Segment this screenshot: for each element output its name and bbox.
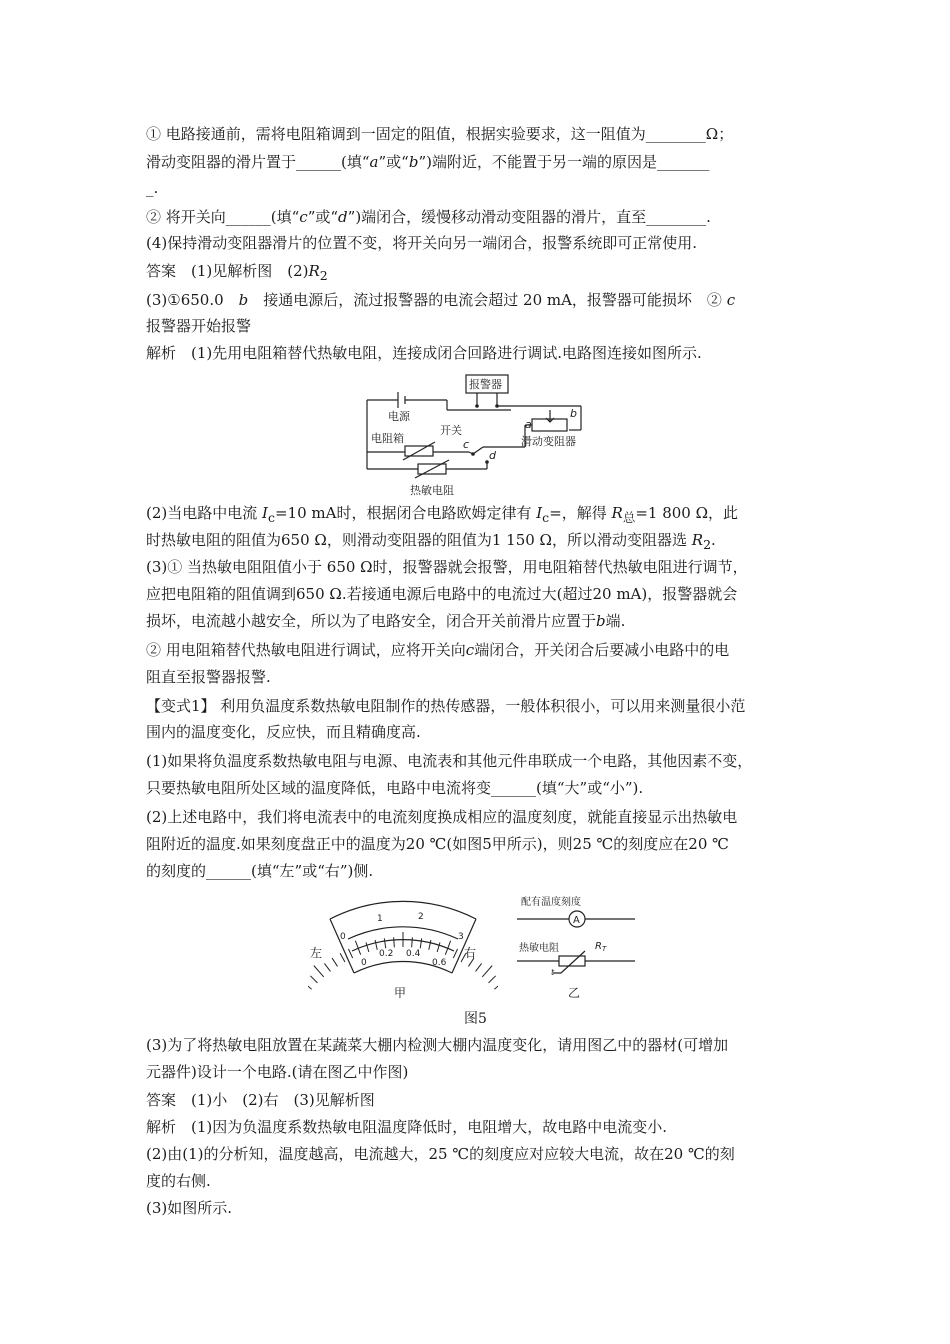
dial-tick (332, 958, 337, 966)
dial-tick (420, 938, 421, 948)
outer-tick-3: 3 (458, 932, 464, 942)
dial-tick (429, 940, 431, 950)
dial-tick (384, 938, 385, 948)
text-line: 的刻度的______(填“左”或“右”)侧. (146, 862, 374, 880)
thermistor-circuit-figure (513, 893, 643, 1005)
dial-tick (340, 953, 345, 962)
rheostat-label: 滑动变阻器 (521, 435, 576, 448)
rt-body (559, 956, 585, 966)
analysis-line: (3)如图所示. (146, 1199, 233, 1217)
terminal-a: a (525, 418, 532, 431)
dial-tick (375, 940, 377, 950)
analysis-line: 损坏，电流越小越安全，所以为了电路安全，闭合开关前滑片应置于b端. (146, 612, 626, 630)
inner-tick-2: 0.4 (406, 949, 421, 959)
answer-line: (3)①650.0 b 接通电源后，流过报警器的电流会超过 20 mA，报警器可能损坏 ② c (146, 291, 736, 309)
circuit-diagram (355, 372, 600, 500)
dial-tick (310, 976, 317, 983)
yi-label: 乙 (568, 986, 581, 1000)
text-line: ② 将开关向______(填“c”或“d”)端闭合，缓慢移动滑动变阻器的滑片，直至________. (146, 208, 711, 226)
terminal-b: b (570, 407, 577, 420)
dial-tick (366, 942, 369, 952)
text-line: ① 电路接通前，需将电阻箱调到一固定的阻值，根据实验要求，这一阻值为________Ω； (146, 125, 734, 143)
text-line: 围内的温度变化，反应快，而且精确度高. (146, 723, 421, 741)
answer-line: 答案 (1)见解析图 $(2)R_2$ (146, 262, 328, 283)
text-line: (4)保持滑动变阻器滑片的位置不变，将开关向另一端闭合，报警系统即可正常使用. (146, 234, 698, 252)
dial-tick (314, 966, 324, 977)
outer-tick-0: 0 (340, 932, 346, 942)
text-line: _. (146, 179, 159, 197)
outer-tick-1: 1 (377, 914, 383, 924)
analysis-line: (3)① 当热敏电阻阻值小于 650 Ω时，报警器就会报警，用电阻箱替代热敏电阻进行调节， (146, 558, 748, 576)
inner-tick-1: 0.2 (379, 949, 394, 959)
thermistor-label: 热敏电阻 (519, 943, 559, 954)
answer-line: 答案 (1)小 (2)右 (3)见解析图 (146, 1091, 375, 1109)
analysis-line: 解析 (1)因为负温度系数热敏电阻温度降低时，电阻增大，故电路中电流变小. (146, 1118, 668, 1136)
analysis-line: 应把电阻箱的阻值调到650 Ω.若接通电源后电路中的电流过大(超过20 mA)，报警器就会 (146, 585, 738, 603)
power-label: 电源 (388, 410, 410, 423)
figure-caption: 图5 (464, 1011, 487, 1027)
inner-tick-3: 0.6 (432, 958, 447, 968)
analysis-line: (2)由(1)的分析知，温度越高，电流越大，25 ℃的刻度应对应较大电流，故在20 ℃的刻 (146, 1145, 735, 1163)
inner-tick-0: 0 (361, 958, 367, 968)
dial-tick (324, 963, 330, 971)
alarm-label: 报警器 (469, 378, 502, 391)
analysis-line: 度的右侧. (146, 1172, 211, 1190)
text-line: 元器件)设计一个电路.(请在图乙中作图) (146, 1063, 409, 1081)
dial-tick (308, 983, 312, 989)
dial-tick (482, 966, 492, 977)
analysis-line: 阻直至报警器报警. (146, 668, 271, 686)
ammeter-symbol: A (573, 915, 580, 926)
text-line: (1)如果将负温度系数热敏电阻与电源、电流表和其他元件串联成一个电路，其他因素不变， (146, 752, 753, 770)
dial-outer-arc (330, 901, 476, 919)
resistance-box-label: 电阻箱 (371, 432, 404, 445)
terminal-d: d (489, 449, 496, 462)
dial-tick (437, 942, 440, 952)
analysis-line: (2)当电路中电流 $I_c=10$ mA时，根据闭合电路欧姆定律有 $I_c=$，解得 $R_总=1$ 800 Ω，此 (146, 504, 739, 525)
text-line: 阻附近的温度.如果刻度盘正中的温度为20 ℃(如图5甲所示)，则25 ℃的刻度应在20 ℃ (146, 835, 729, 853)
text-line: (3)为了将热敏电阻放置在某蔬菜大棚内检测大棚内温度变化，请用图乙中的器材(可增加 (146, 1036, 729, 1054)
dial-tick (489, 976, 496, 983)
dial-tick (394, 937, 395, 947)
analysis-line: 时热敏电阻的阻值为650 Ω，则滑动变阻器的阻值为1 150 Ω，所以滑动变阻器选 $R_2$. (146, 531, 716, 552)
terminal-c: c (463, 438, 470, 451)
left-label: 左 (310, 946, 323, 960)
text-line: (2)上述电路中，我们将电流表中的电流刻度换成相应的温度刻度，就能直接显示出热敏电 (146, 808, 738, 826)
variant-heading: 【变式1】 利用负温度系数热敏电阻制作的热传感器，一般体积很小，可以用来测量很小范 (146, 697, 746, 715)
dial-tick (494, 983, 498, 989)
analysis-line: 解析 (1)先用电阻箱替代热敏电阻，连接成闭合回路进行调试.电路图连接如图所示. (146, 344, 702, 362)
meter-label: 配有温度刻度 (521, 897, 581, 908)
dial-tick (476, 963, 482, 971)
thermistor-label: 热敏电阻 (410, 484, 454, 497)
dial-tick (412, 937, 413, 947)
text-line: 滑动变阻器的滑片置于______(填“a”或“b”)端附近，不能置于另一端的原因是_______ (146, 153, 710, 171)
answer-line: 报警器开始报警 (146, 317, 252, 335)
outer-tick-2: 2 (418, 912, 424, 922)
right-label: 右 (464, 946, 477, 960)
meter-dial-figure (308, 895, 498, 1005)
text-line: 只要热敏电阻所处区域的温度降低，电路中电流将变______(填“大”或“小”). (146, 779, 644, 797)
t-label: t (551, 968, 555, 977)
jia-label: 甲 (394, 986, 407, 1000)
rt-label: $R_T$ (595, 941, 607, 953)
switch-label: 开关 (440, 424, 462, 437)
analysis-line: ② 用电阻箱替代热敏电阻进行调试，应将开关向c端闭合，开关闭合后要减小电路中的电 (146, 641, 730, 659)
